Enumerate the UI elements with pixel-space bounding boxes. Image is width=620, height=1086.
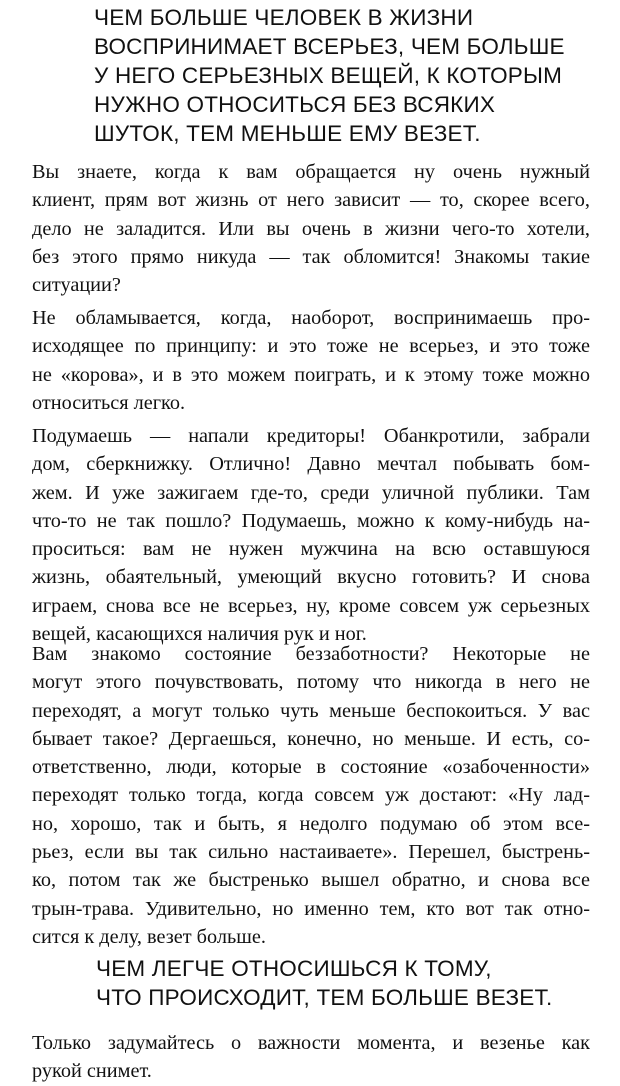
- text-line: но, хорошо, так и быть, я недолго подумаю об этом все-: [32, 812, 590, 835]
- text-line: жем. И уже зажигаем где-то, среди уличной публики. Там: [32, 481, 590, 504]
- text-line: дом, сберкнижку. Отлично! Давно мечтал побывать бом-: [32, 453, 590, 476]
- text-line: проситься: вам не нужен мужчина на всю оставшуюся: [32, 538, 590, 561]
- heading-line: НУЖНО ОТНОСИТЬСЯ БЕЗ ВСЯКИХ: [94, 92, 496, 117]
- heading-line: ЧТО ПРОИСХОДИТ, ТЕМ БОЛЬШЕ ВЕЗЕТ.: [96, 985, 553, 1010]
- heading-line: ВОСПРИНИМАЕТ ВСЕРЬЕЗ, ЧЕМ БОЛЬШЕ: [94, 34, 565, 59]
- heading-line: ШУТОК, ТЕМ МЕНЬШЕ ЕМУ ВЕЗЕТ.: [94, 121, 481, 146]
- text-line: ко, потом так же быстренько вышел обратно, и снова все: [32, 869, 590, 892]
- text-line: бывает такое? Дергаешься, конечно, но меньше. И есть, со-: [32, 727, 590, 750]
- text-line: что-то не так пошло? Подумаешь, можно к кому-нибудь на-: [32, 509, 590, 532]
- text-line: Не обламывается, когда, наоборот, воспринимаешь про-: [32, 307, 590, 329]
- text-line: играем, снова все не всерьез, ну, кроме совсем уж серьезных: [32, 594, 590, 617]
- section-heading-1: [94, 3, 604, 148]
- text-line: дело не заладится. Или вы очень в жизни чего-то хотели,: [32, 217, 590, 240]
- text-line: могут этого почувствовать, потому что никогда в него не: [32, 671, 590, 694]
- text-line: сится к делу, везет больше.: [32, 925, 266, 948]
- text-line: ситуации?: [32, 274, 121, 297]
- paragraph-2: [32, 304, 590, 417]
- paragraph-3: [32, 422, 590, 648]
- text-line: вещей, касающихся наличия рук и ног.: [32, 623, 367, 646]
- text-line: клиент, прям вот жизнь от него зависит — то, скорее всего,: [32, 189, 590, 212]
- text-line: трын-трава. Удивительно, но именно тем, кто вот так отно-: [32, 897, 590, 920]
- text-line: относиться легко.: [32, 391, 186, 414]
- text-line: рьез, если вы так сильно настаиваете». Перешел, быстрень-: [32, 841, 590, 864]
- text-line: переходят только тогда, когда совсем уж достают: «Ну лад-: [32, 784, 590, 807]
- text-line: Только задумайтесь о важности момента, и везенье как: [32, 1032, 590, 1054]
- heading-line: ЧЕМ БОЛЬШЕ ЧЕЛОВЕК В ЖИЗНИ: [94, 5, 474, 30]
- paragraph-4: [32, 640, 590, 951]
- heading-line: ЧЕМ ЛЕГЧЕ ОТНОСИШЬСЯ К ТОМУ,: [96, 956, 492, 981]
- text-line: не «корова», и в это можем поиграть, и к этому тоже можно: [32, 363, 590, 386]
- text-line: Подумаешь — напали кредиторы! Обанкротили, забрали: [32, 425, 590, 447]
- paragraph-5: [32, 1029, 590, 1086]
- text-line: Вы знаете, когда к вам обращается ну очень нужный: [32, 161, 590, 183]
- text-line: исходящее по принципу: и это тоже не всерьез, и это тоже: [32, 335, 590, 358]
- text-line: Вам знакомо состояние беззаботности? Некоторые не: [32, 643, 590, 665]
- heading-line: У НЕГО СЕРЬЕЗНЫХ ВЕЩЕЙ, К КОТОРЫМ: [94, 63, 563, 88]
- text-line: рукой снимет.: [32, 1060, 152, 1083]
- section-heading-2: [96, 954, 596, 1012]
- paragraph-1: [32, 158, 590, 299]
- text-line: без этого прямо никуда — так обломится! Знакомы такие: [32, 245, 590, 268]
- text-line: переходят, а могут только чуть меньше беспокоиться. У вас: [32, 699, 590, 722]
- text-line: жизнь, обаятельный, умеющий вкусно готовить? И снова: [32, 566, 590, 589]
- text-line: ответственно, люди, которые в состояние «озабоченности»: [32, 756, 590, 779]
